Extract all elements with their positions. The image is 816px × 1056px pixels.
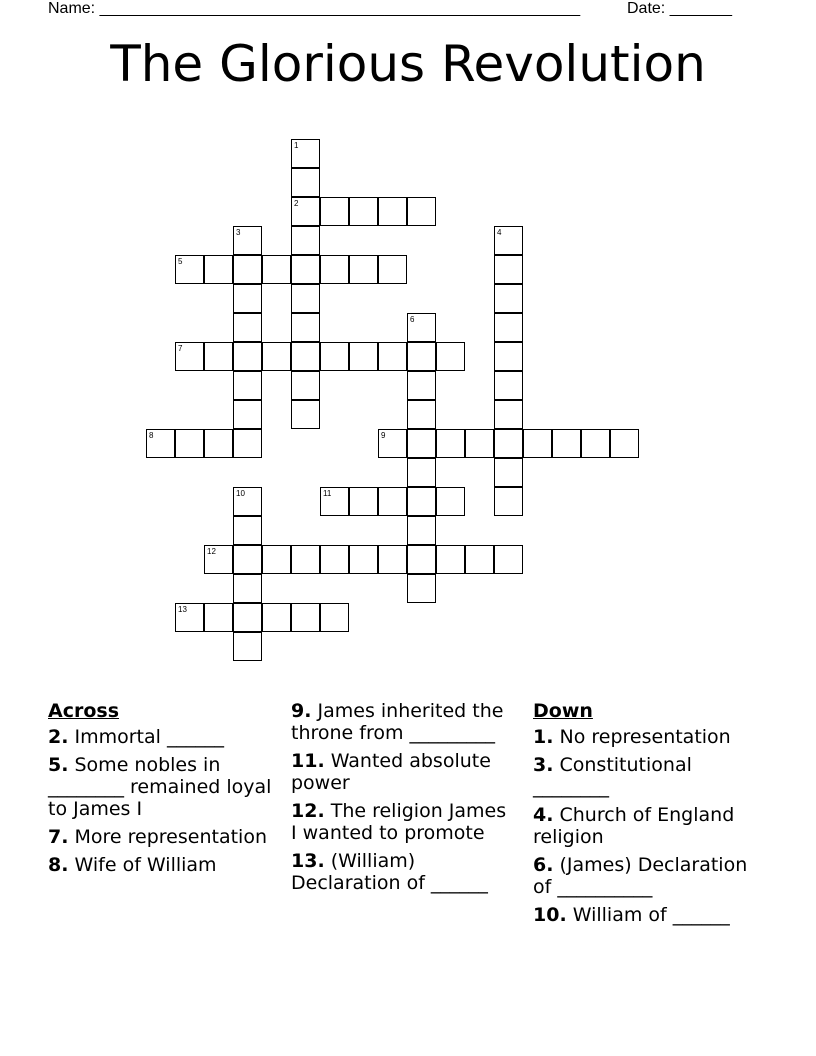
grid-cell[interactable] (146, 429, 175, 458)
cell-number: 4 (497, 228, 502, 237)
clue-across-9 (291, 700, 516, 744)
grid-cell[interactable] (233, 371, 262, 400)
grid-cell[interactable] (291, 545, 320, 574)
name-label: Name: (48, 0, 96, 17)
clue-number: 11. (291, 750, 325, 772)
cell-number: 7 (178, 344, 183, 353)
grid-cell[interactable] (494, 371, 523, 400)
grid-cell[interactable] (291, 255, 320, 284)
grid-cell[interactable] (494, 400, 523, 429)
grid-cell[interactable] (262, 603, 291, 632)
across-heading: Across (48, 700, 120, 722)
grid-cell[interactable] (233, 429, 262, 458)
down-heading: Down (533, 700, 593, 722)
clues-column-2 (291, 700, 516, 900)
grid-cell[interactable] (262, 255, 291, 284)
grid-cell[interactable] (233, 632, 262, 661)
grid-cell[interactable] (378, 255, 407, 284)
grid-cell[interactable] (407, 545, 436, 574)
grid-cell[interactable] (320, 603, 349, 632)
clue-text: Wanted absolute power (291, 750, 491, 794)
clue-number: 8. (48, 854, 69, 876)
grid-cell[interactable] (291, 400, 320, 429)
clue-text: Some nobles in ________ remained loyal to James I (48, 754, 272, 820)
grid-cell[interactable] (320, 255, 349, 284)
grid-cell[interactable] (233, 255, 262, 284)
grid-cell[interactable] (175, 342, 204, 371)
cell-number: 9 (381, 431, 386, 440)
clue-text: James inherited the throne from _________ (291, 700, 504, 744)
grid-cell[interactable] (204, 342, 233, 371)
grid-cell[interactable] (233, 545, 262, 574)
grid-cell[interactable] (407, 487, 436, 516)
clue-down-10 (533, 904, 758, 926)
cell-number: 2 (294, 199, 299, 208)
grid-cell[interactable] (320, 342, 349, 371)
grid-cell[interactable] (407, 574, 436, 603)
grid-cell[interactable] (378, 429, 407, 458)
grid-cell[interactable] (378, 342, 407, 371)
grid-cell[interactable] (233, 574, 262, 603)
clue-across-2 (48, 726, 273, 748)
name-blank[interactable]: ______________________________________________________ (99, 0, 581, 17)
grid-cell[interactable] (233, 313, 262, 342)
grid-cell[interactable] (494, 226, 523, 255)
clue-across-12 (291, 800, 516, 844)
grid-cell[interactable] (262, 342, 291, 371)
grid-cell[interactable] (320, 545, 349, 574)
clue-down-3 (533, 754, 758, 798)
grid-cell[interactable] (204, 255, 233, 284)
grid-cell[interactable] (262, 545, 291, 574)
grid-cell[interactable] (233, 284, 262, 313)
clue-across-7 (48, 826, 273, 848)
cell-number: 12 (207, 547, 216, 556)
grid-cell[interactable] (436, 545, 465, 574)
grid-cell[interactable] (407, 400, 436, 429)
clue-text: (William) Declaration of ______ (291, 850, 488, 894)
grid-cell[interactable] (494, 545, 523, 574)
grid-cell[interactable] (407, 429, 436, 458)
grid-cell[interactable] (291, 168, 320, 197)
date-label: Date: (627, 0, 666, 17)
grid-cell[interactable] (407, 458, 436, 487)
grid-cell[interactable] (320, 487, 349, 516)
grid-cell[interactable] (465, 429, 494, 458)
clue-number: 7. (48, 826, 69, 848)
grid-cell[interactable] (204, 545, 233, 574)
cell-number: 6 (410, 315, 415, 324)
grid-cell[interactable] (407, 342, 436, 371)
grid-cell[interactable] (349, 487, 378, 516)
clue-number: 6. (533, 854, 554, 876)
grid-cell[interactable] (175, 429, 204, 458)
grid-cell[interactable] (407, 371, 436, 400)
grid-cell[interactable] (378, 197, 407, 226)
grid-cell[interactable] (436, 342, 465, 371)
grid-cell[interactable] (291, 284, 320, 313)
grid-cell[interactable] (233, 342, 262, 371)
clue-across-11 (291, 750, 516, 794)
clue-text: More representation (74, 826, 267, 848)
cell-number: 11 (323, 489, 332, 498)
clue-number: 5. (48, 754, 69, 776)
clue-text: Wife of William (74, 854, 217, 876)
grid-cell[interactable] (494, 284, 523, 313)
clue-text: Immortal ______ (74, 726, 224, 748)
clue-number: 1. (533, 726, 554, 748)
cell-number: 5 (178, 257, 183, 266)
grid-cell[interactable] (349, 545, 378, 574)
grid-cell[interactable] (552, 429, 581, 458)
grid-cell[interactable] (465, 545, 494, 574)
grid-cell[interactable] (291, 139, 320, 168)
date-blank[interactable]: _______ (669, 0, 732, 17)
grid-cell[interactable] (349, 255, 378, 284)
clue-text: Constitutional ________ (533, 754, 692, 798)
grid-cell[interactable] (175, 255, 204, 284)
grid-cell[interactable] (291, 197, 320, 226)
clues-column-3 (533, 700, 758, 932)
clue-number: 13. (291, 850, 325, 872)
grid-cell[interactable] (233, 516, 262, 545)
clue-down-4 (533, 804, 758, 848)
cell-number: 1 (294, 141, 299, 150)
grid-cell[interactable] (204, 603, 233, 632)
clue-number: 2. (48, 726, 69, 748)
cell-number: 3 (236, 228, 241, 237)
grid-cell[interactable] (494, 255, 523, 284)
grid-cell[interactable] (233, 603, 262, 632)
clue-number: 10. (533, 904, 567, 926)
grid-cell[interactable] (436, 429, 465, 458)
grid-cell[interactable] (523, 429, 552, 458)
grid-cell[interactable] (494, 458, 523, 487)
grid-cell[interactable] (291, 226, 320, 255)
clue-down-6 (533, 854, 758, 898)
grid-cell[interactable] (291, 371, 320, 400)
clue-down-1 (533, 726, 758, 748)
clue-number: 3. (533, 754, 554, 776)
clues-column-1 (48, 700, 273, 882)
clue-text: Church of England religion (533, 804, 735, 848)
grid-cell[interactable] (407, 516, 436, 545)
clue-text: The religion James I wanted to promote (291, 800, 507, 844)
clue-across-13 (291, 850, 516, 894)
grid-cell[interactable] (378, 487, 407, 516)
grid-cell[interactable] (494, 342, 523, 371)
grid-cell[interactable] (581, 429, 610, 458)
grid-cell[interactable] (291, 313, 320, 342)
grid-cell[interactable] (494, 487, 523, 516)
clue-number: 9. (291, 700, 312, 722)
grid-cell[interactable] (233, 226, 262, 255)
grid-cell[interactable] (175, 603, 204, 632)
grid-cell[interactable] (494, 429, 523, 458)
clue-number: 12. (291, 800, 325, 822)
grid-cell[interactable] (610, 429, 639, 458)
grid-cell[interactable] (349, 197, 378, 226)
clue-across-5 (48, 754, 273, 820)
page-title: The Glorious Revolution (110, 35, 706, 93)
cell-number: 8 (149, 431, 154, 440)
clue-text: (James) Declaration of __________ (533, 854, 748, 898)
grid-cell[interactable] (349, 342, 378, 371)
grid-cell[interactable] (233, 400, 262, 429)
grid-cell[interactable] (407, 197, 436, 226)
grid-cell[interactable] (291, 603, 320, 632)
grid-cell[interactable] (407, 313, 436, 342)
grid-cell[interactable] (291, 342, 320, 371)
grid-cell[interactable] (436, 487, 465, 516)
grid-cell[interactable] (320, 197, 349, 226)
clue-number: 4. (533, 804, 554, 826)
cell-number: 10 (236, 489, 245, 498)
cell-number: 13 (178, 605, 187, 614)
grid-cell[interactable] (204, 429, 233, 458)
clue-text: William of ______ (572, 904, 730, 926)
clue-text: No representation (559, 726, 731, 748)
grid-cell[interactable] (378, 545, 407, 574)
clue-across-8 (48, 854, 273, 876)
grid-cell[interactable] (494, 313, 523, 342)
grid-cell[interactable] (233, 487, 262, 516)
